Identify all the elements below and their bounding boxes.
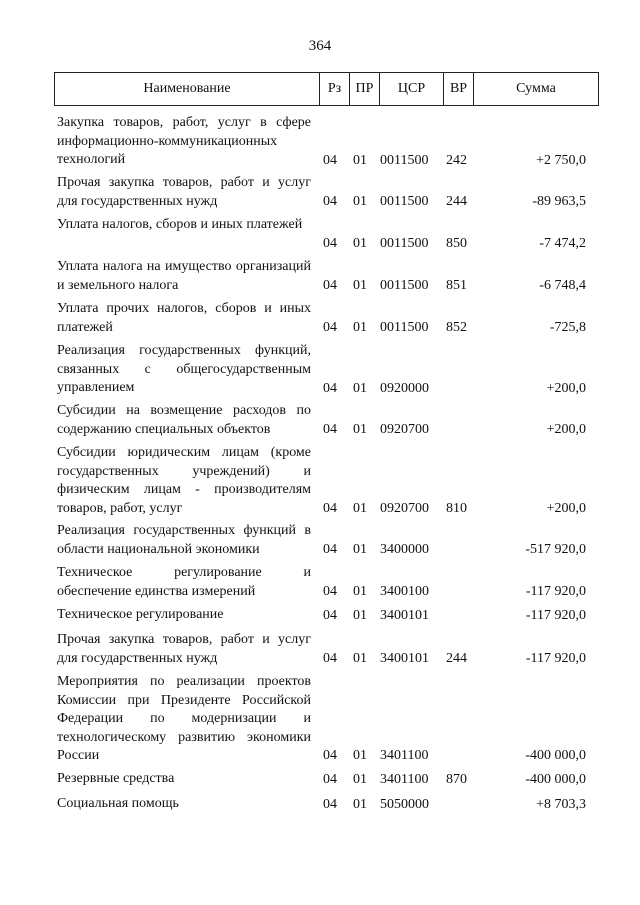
table-row	[0, 770, 640, 789]
row-pr: 01	[353, 541, 367, 557]
row-csr: 3400101	[380, 650, 429, 666]
row-sum: -517 920,0	[525, 541, 586, 557]
row-sum: -117 920,0	[525, 650, 586, 666]
row-pr: 01	[353, 583, 367, 599]
table-row	[0, 342, 640, 398]
row-rz: 04	[323, 319, 337, 335]
row-name: Техническое регулирование	[57, 607, 224, 622]
row-sum: -725,8	[549, 319, 586, 335]
row-rz: 04	[323, 583, 337, 599]
table-row	[0, 114, 640, 170]
row-name: Уплата налога на имущество организаций и земельного налога	[57, 259, 311, 293]
row-name: Закупка товаров, работ, услуг в сфере информационно-коммуникационных технологий	[57, 115, 311, 167]
table-row	[0, 258, 640, 295]
row-csr: 3401100	[380, 747, 429, 763]
row-rz: 04	[323, 421, 337, 437]
table-row	[0, 216, 640, 253]
row-rz: 04	[323, 796, 337, 812]
row-csr: 0920700	[380, 500, 429, 516]
row-name: Субсидии на возмещение расходов по содержанию специальных объектов	[57, 403, 311, 437]
header-csr: ЦСР	[379, 73, 443, 105]
row-name: Резервные средства	[57, 771, 175, 786]
row-rz: 04	[323, 277, 337, 293]
row-csr: 3400100	[380, 583, 429, 599]
row-sum: -117 920,0	[525, 607, 586, 623]
row-csr: 0011500	[380, 235, 429, 251]
row-name: Техническое регулирование и обеспечение единства измерений	[57, 565, 311, 599]
row-pr: 01	[353, 193, 367, 209]
row-pr: 01	[353, 607, 367, 623]
header-name: Наименование	[143, 81, 231, 96]
row-sum: +8 703,3	[536, 796, 586, 812]
table-header	[54, 72, 599, 106]
row-csr: 0920000	[380, 380, 429, 396]
row-rz: 04	[323, 650, 337, 666]
page-number: 364	[308, 38, 332, 54]
row-csr: 3401100	[380, 771, 429, 787]
row-rz: 04	[323, 380, 337, 396]
row-csr: 5050000	[380, 796, 429, 812]
row-vr: 852	[446, 319, 467, 335]
row-csr: 0011500	[380, 319, 429, 335]
header-vr: ВР	[443, 73, 473, 105]
row-name: Реализация государственных функций в области национальной экономики	[57, 523, 311, 557]
row-csr: 3400000	[380, 541, 429, 557]
row-csr: 3400101	[380, 607, 429, 623]
row-pr: 01	[353, 771, 367, 787]
row-sum: +200,0	[546, 500, 586, 516]
row-pr: 01	[353, 235, 367, 251]
table-row	[0, 795, 640, 814]
row-name: Уплата прочих налогов, сборов и иных платежей	[57, 301, 311, 335]
row-csr: 0920700	[380, 421, 429, 437]
row-sum: +200,0	[546, 421, 586, 437]
row-vr: 242	[446, 152, 467, 168]
row-rz: 04	[323, 771, 337, 787]
row-pr: 01	[353, 380, 367, 396]
row-pr: 01	[353, 319, 367, 335]
row-csr: 0011500	[380, 152, 429, 168]
row-sum: -400 000,0	[525, 747, 586, 763]
row-sum: -117 920,0	[525, 583, 586, 599]
row-name: Мероприятия по реализации проектов Комиссии при Президенте Российской Федерации по модернизации и технологическому развитию экономики России	[57, 674, 311, 763]
row-rz: 04	[323, 541, 337, 557]
row-vr: 244	[446, 193, 467, 209]
table-row	[0, 631, 640, 668]
row-name: Реализация государственных функций, связанных с общегосударственным управлением	[57, 343, 311, 395]
row-sum: +2 750,0	[536, 152, 586, 168]
row-sum: -6 748,4	[539, 277, 586, 293]
table-row	[0, 564, 640, 601]
table-row	[0, 174, 640, 211]
table-row	[0, 402, 640, 439]
row-name: Уплата налогов, сборов и иных платежей	[57, 217, 303, 232]
header-sum: Сумма	[473, 73, 598, 105]
table-row	[0, 522, 640, 559]
header-rz: Рз	[319, 73, 349, 105]
row-sum: -400 000,0	[525, 771, 586, 787]
row-csr: 0011500	[380, 277, 429, 293]
row-sum: -7 474,2	[539, 235, 586, 251]
row-pr: 01	[353, 796, 367, 812]
row-vr: 850	[446, 235, 467, 251]
row-vr: 244	[446, 650, 467, 666]
table-row	[0, 673, 640, 765]
row-csr: 0011500	[380, 193, 429, 209]
row-rz: 04	[323, 152, 337, 168]
row-name: Прочая закупка товаров, работ и услуг для государственных нужд	[57, 632, 311, 666]
row-vr: 870	[446, 771, 467, 787]
row-pr: 01	[353, 650, 367, 666]
row-pr: 01	[353, 421, 367, 437]
row-sum: +200,0	[546, 380, 586, 396]
row-rz: 04	[323, 193, 337, 209]
table-row	[0, 300, 640, 337]
row-rz: 04	[323, 607, 337, 623]
row-pr: 01	[353, 277, 367, 293]
row-pr: 01	[353, 500, 367, 516]
header-pr: ПР	[349, 73, 379, 105]
row-name: Прочая закупка товаров, работ и услуг для государственных нужд	[57, 175, 311, 209]
row-rz: 04	[323, 500, 337, 516]
table-row	[0, 444, 640, 518]
row-sum: -89 963,5	[532, 193, 586, 209]
table-row	[0, 606, 640, 625]
row-vr: 851	[446, 277, 467, 293]
row-rz: 04	[323, 235, 337, 251]
row-pr: 01	[353, 747, 367, 763]
row-name: Субсидии юридическим лицам (кроме государственных учреждений) и физическим лицам - производителям товаров, работ, услуг	[57, 445, 311, 516]
row-rz: 04	[323, 747, 337, 763]
row-pr: 01	[353, 152, 367, 168]
row-name: Социальная помощь	[57, 796, 179, 811]
row-vr: 810	[446, 500, 467, 516]
